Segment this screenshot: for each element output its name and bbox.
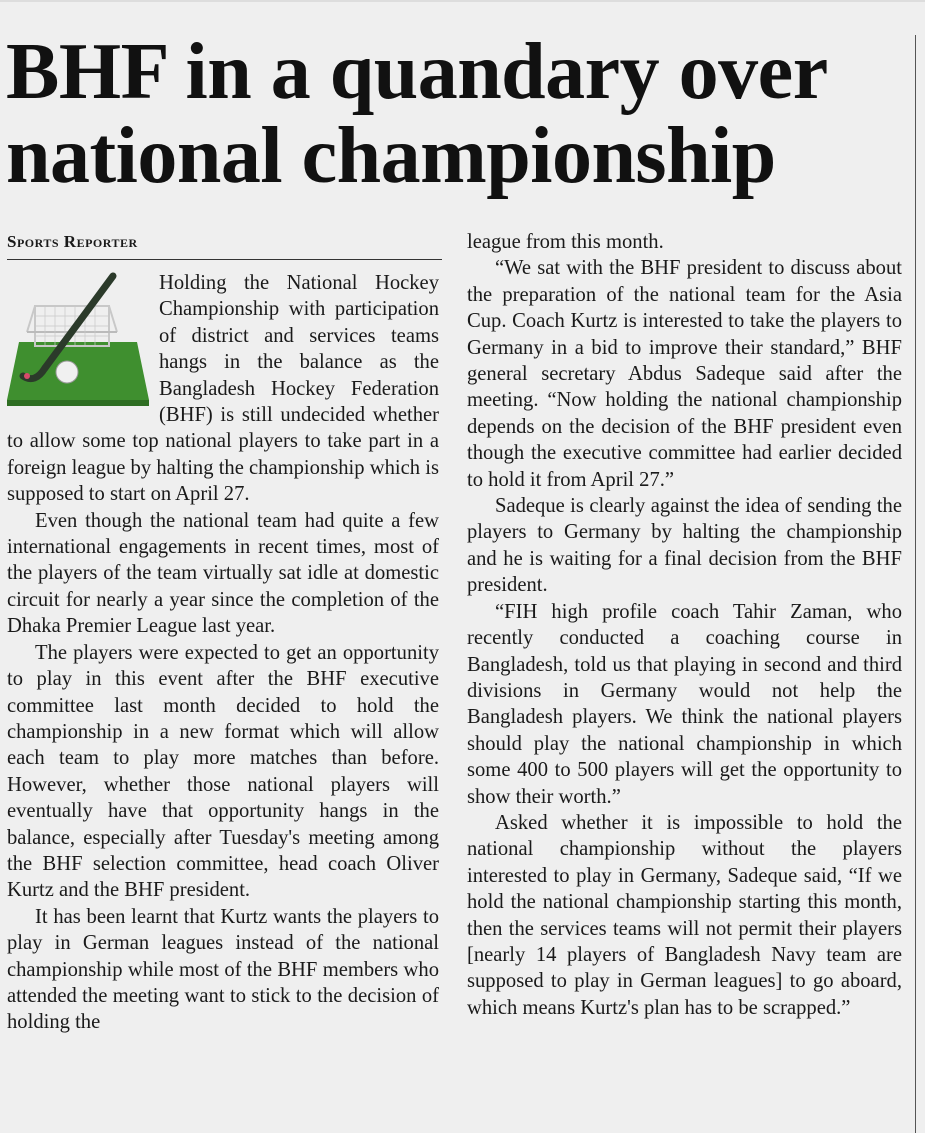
paragraph: The players were expected to get an opportunity to play in this event after the BHF executive committee last month decided to hold the championship in a new format which will allow each team to play more matches than before. However, whether those national players will eventually have that opportunity hangs in the balance, especially after Tuesday's meeting among the BHF selection committee, head coach Oliver Kurtz and the BHF president. — [7, 641, 439, 902]
article-column-1 — [7, 270, 439, 1036]
paragraph: “We sat with the BHF president to discuss about the preparation of the national team for the Asia Cup. Coach Kurtz is interested to take the players to Germany in a bid to improve their standard,” BHF general secretary Abdus Sadeque said after the meeting. “Now holding the national championship depends on the decision of the BHF president even though the executive committee had earlier decided to hold it from April 27.” — [467, 257, 902, 491]
byline-divider — [7, 259, 442, 260]
paragraph: Sadeque is clearly against the idea of sending the players to Germany by halting the championship and he is waiting for a final decision from the BHF president. — [467, 495, 902, 597]
hockey-ball-icon — [56, 361, 78, 383]
paragraph: Even though the national team had quite a few international engagements in recent times, most of the players of the team virtually sat idle at domestic circuit for nearly a year since the completion of the Dhaka Premier League last year. — [7, 509, 439, 638]
column-divider — [915, 35, 916, 1133]
byline: Sports Reporter — [7, 232, 138, 251]
top-divider — [0, 0, 925, 2]
paragraph: league from this month. — [467, 231, 664, 253]
stick-tip-icon — [24, 373, 30, 379]
hockey-illustration-icon — [5, 272, 151, 410]
hockey-field-edge — [7, 400, 149, 406]
article-column-2 — [467, 229, 902, 1021]
headline: BHF in a quandary over national championship — [6, 28, 827, 200]
paragraph: “FIH high profile coach Tahir Zaman, who recently conducted a coaching course in Bangladesh, told us that playing in second and third divisions in Germany would not help the Bangladesh players. We think the national players should play the national championship in which some 400 to 500 players will get the opportunity to show their worth.” — [467, 600, 902, 808]
paragraph: It has been learnt that Kurtz wants the players to play in German leagues instead of the national championship while most of the BHF members who attended the meeting want to stick to the decision of holding the — [7, 905, 439, 1034]
paragraph: Holding the National Hockey Championship with participation of district and services teams hangs in the balance as the Bangladesh Hockey Federation (BHF) is still undecided whether to allow some top national players to take part in a foreign league by halting the championship which is supposed to start on April 27. — [7, 272, 439, 506]
paragraph: Asked whether it is impossible to hold the national championship without the players interested to play in Germany, Sadeque said, “If we hold the national championship starting this month, then the services teams will not permit their players [nearly 14 players of Bangladesh Navy team are supposed to play in German leagues] to go aboard, which means Kurtz's plan has to be scrapped.” — [467, 811, 902, 1019]
